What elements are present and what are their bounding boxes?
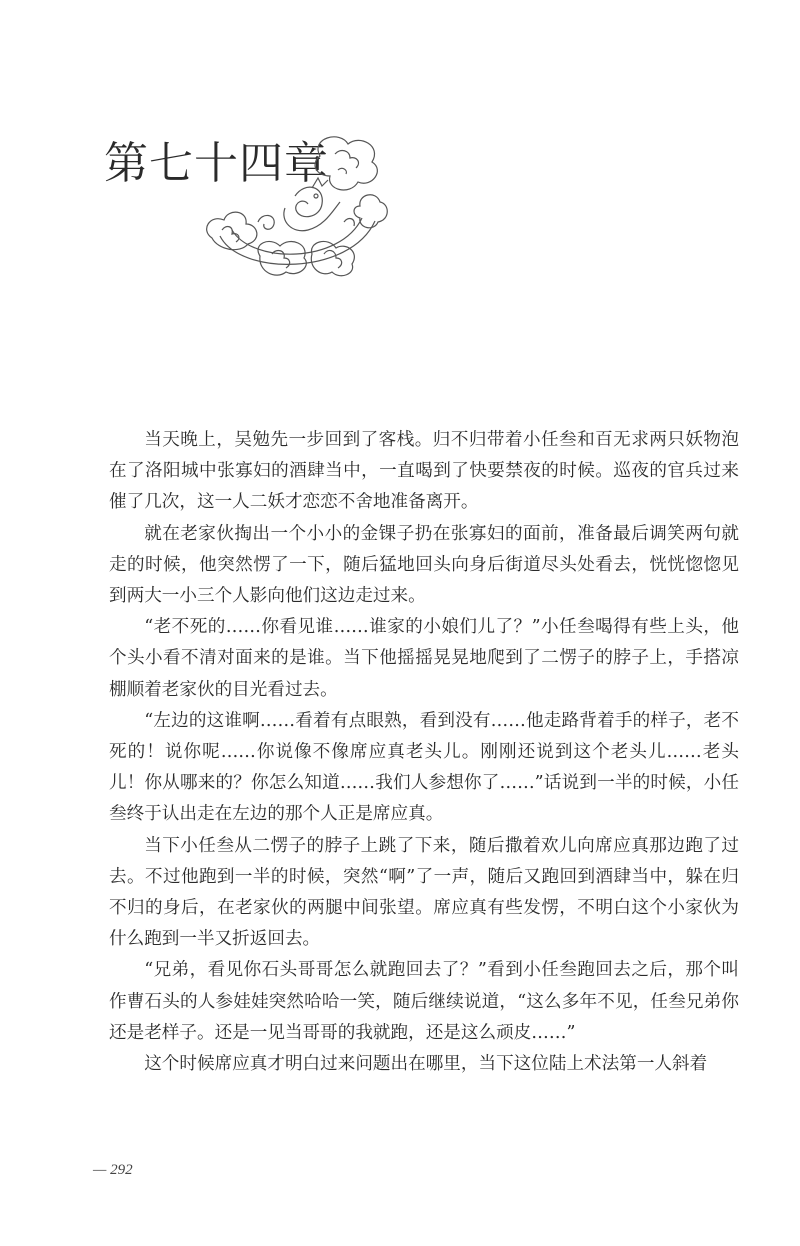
paragraph: 就在老家伙掏出一个小小的金锞子扔在张寡妇的面前，准备最后调笑两句就走的时候，他突然愣了一下，随后猛地回头向身后街道尽头处看去，恍恍惚惚见到两大一小三个人影向他们这边走过来。 bbox=[109, 523, 739, 607]
paragraph: “兄弟，看见你石头哥哥怎么就跑回去了？”看到小任叁跑回去之后，那个叫作曹石头的人参娃娃突然哈哈一笑，随后继续说道，“这么多年不见，任叁兄弟你还是老样子。还是一见当哥哥的我就跑，还是这么顽皮……” bbox=[109, 960, 739, 1043]
chapter-body bbox=[109, 425, 739, 1080]
paragraph: 当下小任叁从二愣子的脖子上跳了下来，随后撒着欢儿向席应真那边跑了过去。不过他跑到一半的时候，突然“啊”了一声，随后又跑回到酒肆当中，躲在归不归的身后，在老家伙的两腿中间张望。席应真有些发愣，不明白这个小家伙为什么跑到一半又折返回去。 bbox=[109, 835, 739, 950]
chapter-title: 第七十四章 bbox=[104, 138, 329, 189]
paragraph: 这个时候席应真才明白过来问题出在哪里，当下这位陆上术法第一人斜着 bbox=[144, 1054, 708, 1075]
paragraph: “老不死的……你看见谁……谁家的小娘们儿了？”小任叁喝得有些上头，他个头小看不清对面来的是谁。当下他摇摇晃晃地爬到了二愣子的脖子上，手搭凉棚顺着老家伙的目光看过去。 bbox=[109, 617, 739, 700]
cloud-dragon-ornament-icon bbox=[200, 126, 390, 286]
paragraph: “左边的这谁啊……看着有点眼熟，看到没有……他走路背着手的样子，老不死的！说你呢……你说像不像席应真老头儿。刚刚还说到这个老头儿……老头儿！你从哪来的？你怎么知道……我们人参想你了……”话说到一半的时候，小任叁终于认出走在左边的那个人正是席应真。 bbox=[109, 710, 739, 825]
page-number: — 292 bbox=[93, 1162, 133, 1178]
paragraph: 当天晚上，吴勉先一步回到了客栈。归不归带着小任叁和百无求两只妖物泡在了洛阳城中张寡妇的酒肆当中，一直喝到了快要禁夜的时候。巡夜的官兵过来催了几次，这一人二妖才恋恋不舍地准备离开。 bbox=[109, 430, 739, 513]
